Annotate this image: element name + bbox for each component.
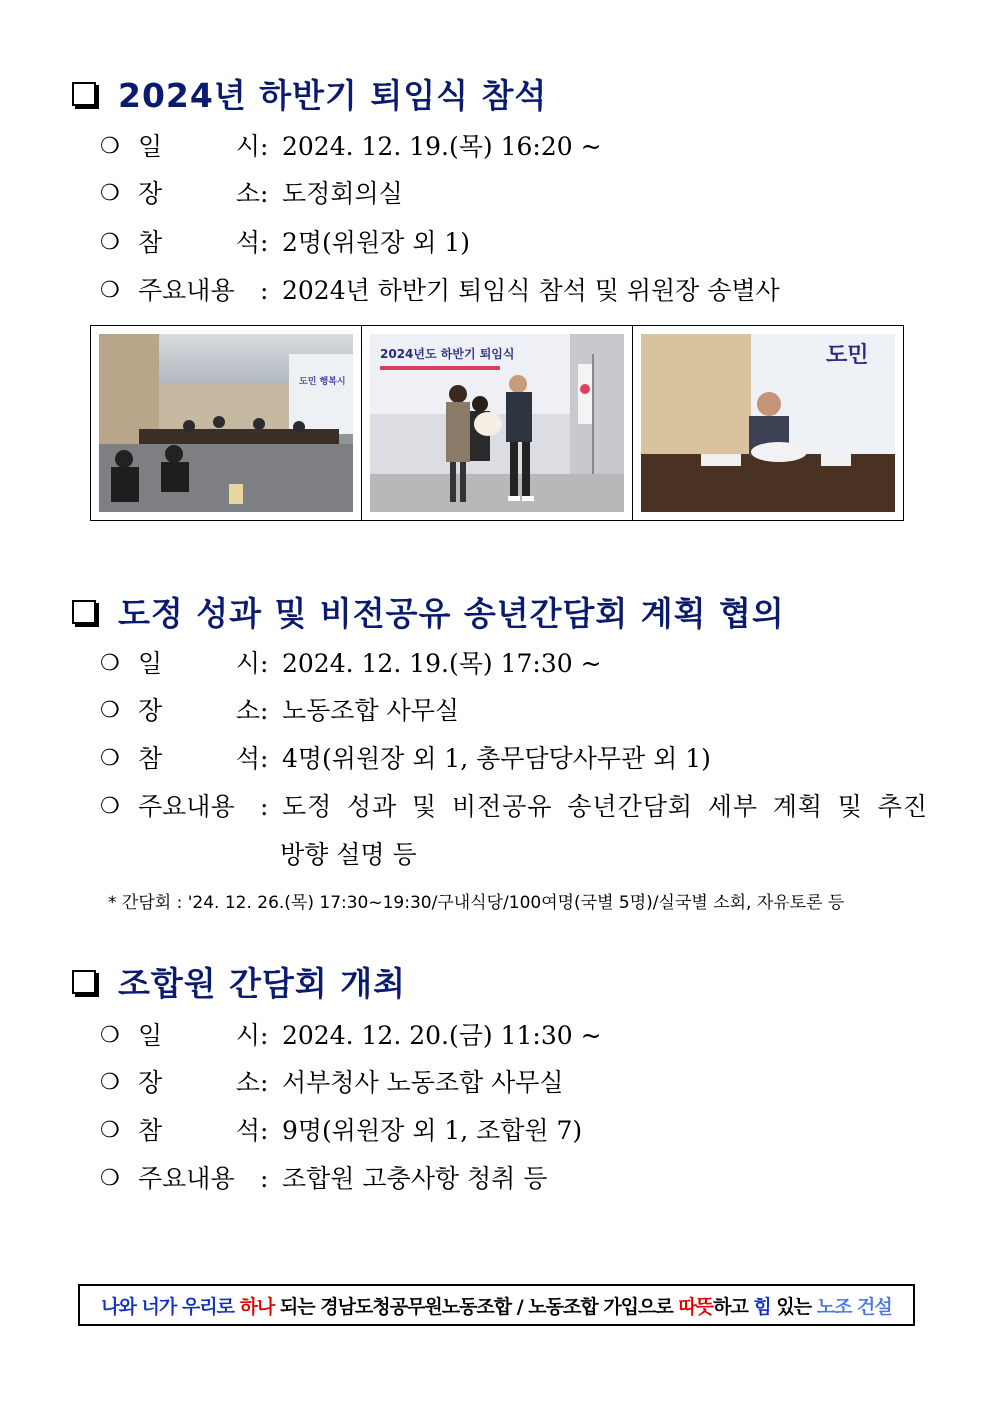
- photo-table: [90, 325, 904, 521]
- colon: :: [260, 649, 269, 678]
- banner-text: 도민: [826, 343, 869, 368]
- colon: :: [260, 1021, 269, 1050]
- row-label: 일 시: [138, 649, 260, 678]
- circle-bullet-icon: ❍: [100, 698, 120, 723]
- section-title-text: 조합원 간담회 개최: [118, 964, 407, 1003]
- info-row: [100, 219, 470, 267]
- slogan-part: 나와 너가 우리로: [101, 1295, 240, 1318]
- info-row: [100, 640, 602, 688]
- row-label: 주요내용: [138, 1164, 235, 1193]
- section-title-text: 도정 성과 및 비전공유 송년간담회 계획 협의: [118, 594, 785, 633]
- row-value: 도정회의실: [282, 179, 403, 208]
- circle-bullet-icon: ❍: [100, 794, 120, 819]
- section-title-2: [72, 588, 785, 635]
- circle-bullet-icon: ❍: [100, 181, 120, 206]
- footnote: * 간담회 : '24. 12. 26.(목) 17:30~19:30/구내식당/100여명(국별 5명)/실국별 소회, 자유토론 등: [108, 893, 845, 913]
- row-label: 주요내용: [138, 792, 235, 821]
- circle-bullet-icon: ❍: [100, 1118, 120, 1143]
- info-row: [100, 735, 711, 783]
- checkbox-icon: [72, 600, 96, 624]
- colon: :: [260, 1116, 269, 1145]
- circle-bullet-icon: ❍: [100, 230, 120, 255]
- slogan-part: 하고: [713, 1295, 754, 1318]
- slogan-part: 되는 경남도청공무원노동조합 / 노동조합 가입으로: [274, 1295, 679, 1318]
- info-row: [100, 1155, 547, 1203]
- row-label: 참 석: [138, 228, 260, 257]
- colon: :: [260, 1164, 269, 1193]
- row-value: 서부청사 노동조합 사무실: [282, 1068, 564, 1097]
- row-value: 도정 성과 및 비전공유 송년간담회 세부 계획 및 추진: [282, 792, 928, 821]
- circle-bullet-icon: ❍: [100, 651, 120, 676]
- info-row: [100, 783, 928, 831]
- colon: :: [260, 276, 269, 305]
- circle-bullet-icon: ❍: [100, 746, 120, 771]
- circle-bullet-icon: ❍: [100, 134, 120, 159]
- speech-photo: [641, 334, 895, 512]
- row-value: 4명(위원장 외 1, 총무담당사무관 외 1): [282, 744, 711, 773]
- row-value: 2명(위원장 외 1): [282, 228, 470, 257]
- svg-text:도민 행복시: 도민 행복시: [299, 377, 346, 387]
- bouquet-photo: [370, 334, 624, 512]
- row-label: 일 시: [138, 1021, 260, 1050]
- row-value: 노동조합 사무실: [282, 696, 459, 725]
- info-row: [100, 1012, 602, 1060]
- circle-bullet-icon: ❍: [100, 278, 120, 303]
- slogan-part: 힘: [753, 1295, 771, 1318]
- checkbox-icon: [72, 82, 96, 106]
- row-value: 2024. 12. 20.(금) 11:30 ~: [282, 1021, 602, 1050]
- colon: :: [260, 132, 269, 161]
- info-row: [100, 170, 403, 218]
- row-value: 2024년 하반기 퇴임식 참석 및 위원장 송별사: [282, 276, 780, 305]
- photo-cell-2: [362, 326, 633, 520]
- colon: :: [260, 696, 269, 725]
- colon: :: [260, 179, 269, 208]
- meeting-room-photo: [99, 334, 353, 512]
- info-row: [100, 687, 459, 735]
- slogan-part: 있는: [770, 1295, 817, 1318]
- row-label: 장 소: [138, 179, 260, 208]
- colon: :: [260, 744, 269, 773]
- row-label: 주요내용: [138, 276, 235, 305]
- row-value-continuation: 방향 설명 등: [280, 840, 417, 869]
- circle-bullet-icon: ❍: [100, 1023, 120, 1048]
- banner-text: 2024년도 하반기 퇴임식: [380, 347, 515, 361]
- row-label: 일 시: [138, 132, 260, 161]
- circle-bullet-icon: ❍: [100, 1070, 120, 1095]
- circle-bullet-icon: ❍: [100, 1166, 120, 1191]
- photo-cell-3: [633, 326, 903, 520]
- info-row: [100, 1107, 582, 1155]
- row-value: 2024. 12. 19.(목) 16:20 ~: [282, 132, 602, 161]
- slogan-part: 따뜻: [678, 1295, 714, 1318]
- info-row: [100, 267, 780, 315]
- row-label: 장 소: [138, 696, 260, 725]
- section-title-text: 2024년 하반기 퇴임식 참석: [118, 76, 548, 115]
- colon: :: [260, 228, 269, 257]
- info-row: [100, 1059, 564, 1107]
- section-title-3: [72, 958, 406, 1005]
- colon: :: [260, 1068, 269, 1097]
- slogan-box: [78, 1284, 915, 1326]
- checkbox-icon: [72, 970, 96, 994]
- slogan-part: 노조 건설: [816, 1295, 892, 1318]
- info-row: [100, 123, 602, 171]
- photo-cell-1: [91, 326, 362, 520]
- row-label: 참 석: [138, 1116, 260, 1145]
- slogan-part: 하나: [239, 1295, 275, 1318]
- row-label: 참 석: [138, 744, 260, 773]
- row-value: 조합원 고충사항 청취 등: [282, 1164, 548, 1193]
- row-label: 장 소: [138, 1068, 260, 1097]
- row-value: 9명(위원장 외 1, 조합원 7): [282, 1116, 583, 1145]
- row-value: 2024. 12. 19.(목) 17:30 ~: [282, 649, 602, 678]
- section-title-1: [72, 70, 547, 117]
- colon: :: [260, 792, 269, 821]
